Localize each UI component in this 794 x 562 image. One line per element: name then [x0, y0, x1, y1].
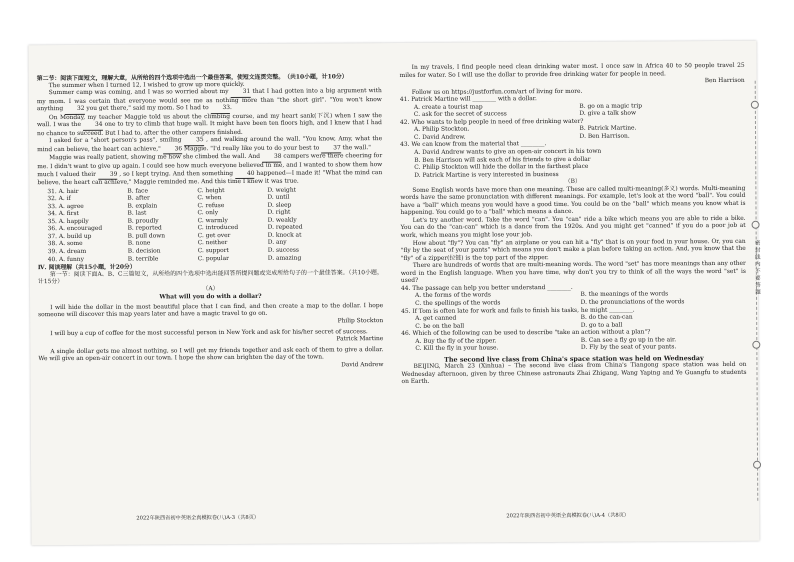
paragraph: There are hundreds of words that are multi-meaning words. The word "set" has more meanings than any other word in the English language. When you have time, why don't you try to think of all the ways the word "set" is used?: [400, 261, 746, 285]
blank-40: 40: [235, 170, 255, 179]
option-row: 33. A. agree B. explain C. refuse D. sleep: [47, 202, 292, 210]
binding-hole: [752, 341, 760, 349]
paragraph: A single dollar gets me almost nothing, so I will get my friends together and ask each of them to give a dollar. We will give an open-air concert in our town. I hope the show can brighten the day of the town.: [38, 346, 384, 363]
option-row: 37. A. build up B. pull down C. get over D. knock at: [47, 232, 302, 241]
page-footer: 2022年陕西省初中英语全真模拟卷(八)A-3（共8页）: [136, 514, 260, 522]
paragraph: I will buy a cup of coffee for the most successful person in New York and ask for his/her secret of success.: [50, 328, 368, 337]
blank-34: 34: [83, 122, 103, 131]
binding-hole: [753, 461, 761, 469]
option-row: 39. A. dream B. decision C. support D. success: [47, 247, 299, 256]
blank-36: 36: [163, 146, 183, 155]
binding-hole: [751, 101, 759, 109]
paragraph: On Monday, my teacher Maggie told us about the climbing course, and my heart sank(下沉) when I saw the wall. I was the 34 one to try to climb that huge wall. It might have been ten floors high, and I knew that I had no chance to succeed. But I had to, after the other campers finished.: [36, 112, 382, 138]
binding-notice: 密 封 线 内 不 要 答 题: [754, 240, 761, 296]
signature: Patrick Martine: [336, 336, 384, 343]
part4-instructions: 第一节：阅读下面A、B、C三篇短文，从所给的四个选项中选出能回答所提问题或完成所给句子的一个最佳答案。（共10小题，计15分）: [37, 269, 383, 286]
paragraph: The summer when I turned 12, I wished to grow up more quickly.: [48, 81, 245, 89]
paragraph: I will hide the dollar in the most beautiful place that I can find, and then create a map to the dollar. I hope someone will discover this map years later and have a magic travel to go on.: [38, 302, 384, 319]
blank-32: 32: [65, 106, 85, 115]
passage-b-label: （B）: [564, 179, 581, 186]
exam-sheet: [28, 41, 759, 545]
paragraph: How about "fly"? You can "fly" an airplane or you can hit a "fly" that is on your food in your house. Or, you can "fly by the seat of your pants" which means you don't make a plan before taking an action. And, you know that the "fly" of a zipper(拉链) is the top part of the zipper.: [400, 238, 746, 262]
paragraph: Maggie was really patient, showing me how she climbed the wall. And 38 campers were there cheering for me. I didn't want to give up again. I could see how much everyone believed in me, and I wanted to show them how much I valued their 39 , so I kept trying. And then something 40 happened—I made it! "What the mind can believe, the heart can achieve," Maggie reminded me. And this time I knew it was true.: [37, 153, 383, 187]
binding-hole: [752, 221, 760, 229]
question-44-options: A. the forms of the words B. the meanings of the words C. the spellings of the words D. the pronunciations of the words: [415, 291, 685, 307]
cloze-options: [37, 187, 382, 265]
passage-c-title: The second live class from China's space station was held on Wednesday: [444, 353, 704, 364]
question-43: 43. We can know from the material that ________.: [400, 141, 547, 149]
blank-37: 37: [321, 145, 341, 154]
option-row: 34. A. first B. last C. only D. right: [47, 209, 291, 218]
question-41: 41. Patrick Martine will ________ with a dollar.: [399, 96, 537, 104]
passage-a-label: （A）: [202, 285, 219, 292]
blank-39: 39: [98, 171, 118, 180]
question-42: 42. Who wants to help people in need of free drinking water?: [399, 118, 584, 126]
paragraph: Let's try another word. Take the word "can". You "can" ride a bike which means you are able to ride a bike. You can do the "can-can" which is a dance from the 1920s. And you might get "canned" if you do a poor job at work, which means you might lose your job.: [400, 215, 746, 239]
blank-38: 38: [262, 154, 282, 163]
question-46-options: A. Buy the fly of the zipper. B. Can see a fly go up in the air. C. Kill the fly in your house. D. Fly by the seat of your pants.: [415, 336, 677, 353]
paragraph: Summer camp was coming, and I was so worried about my 31 that I had gotten into a big argument with my mom. I was certain that everyone would see me as nothing more than "the short girl". "You won't know anything 32 you get there," said my mom. So I had to 33.: [37, 88, 382, 115]
right-page: [400, 63, 747, 387]
part4-title: Ⅳ. 阅读理解（共15小题，计20分）: [37, 263, 136, 272]
signature: Ben Harrison: [704, 77, 745, 85]
section-title: 第二节：阅读下面短文，理解大意，从所给的四个选项中选出一个最佳答案，使短文连贯完整。（共10小题，计10分）: [36, 73, 348, 83]
option-row: 38. A. some B. none C. neither D. any: [47, 240, 287, 248]
left-page: [37, 73, 384, 371]
question-42-options: A. Philip Stockton. B. Patrick Martine. C. David Andrew. D. Ben Harrison.: [413, 125, 637, 141]
signature: David Andrew: [341, 361, 384, 369]
question-46: 46. Which of the following can be used to describe "take an action without a plan"?: [401, 329, 651, 338]
option-row: 40. A. funny B. terrible C. popular D. amazing: [47, 255, 302, 263]
paragraph: Some English words have more than one meaning. These are called multi-meaning(多义) words. Multi-meaning words have the same pronunciation with different meanings. For example, let's look at the word "ball". You could have a "ball" which means you would have a good time. You could be on the "ball" which means you know what is happening. You could go to a "ball" which means a dance.: [400, 185, 746, 217]
option-row: 31. A. hair B. face C. height D. weight: [47, 187, 296, 195]
option-row: 35. A. happily B. proudly C. warmly D. weakly: [47, 217, 297, 225]
question-45: 45. If Tom is often late for work and fails to finish his tasks, he might ________.: [401, 307, 635, 315]
page-footer: 2022年陕西省初中英语全真模拟卷(八)A-4（共8页）: [506, 512, 630, 520]
option-row: 36. A. encouraged B. reported C. introduced D. repeated: [47, 224, 303, 233]
follow-line: Follow us on https://justforfun.com/art of living for more.: [411, 88, 583, 96]
blank-31: 31: [231, 89, 251, 98]
paragraph: BEIJING, March 23 (Xinhua) – The second live class from China's Tiangong space station was held on Wednesday afternoon, given by three Chinese astronauts Zhai Zhigang, Wang Yaping and Ye Guangfu to students on Earth.: [401, 362, 747, 386]
question-44: 44. The passage can help you better understand ________.: [400, 284, 573, 292]
question-45-options: A. get canned B. do the can-can C. be on the ball D. go to a ball: [415, 314, 633, 330]
question-41-options: A. create a tourist map B. go on a magic trip C. ask for the secret of success D. give a talk show: [413, 103, 643, 119]
blank-33: 33: [211, 105, 231, 114]
passage-a-title: What will you do with a dollar?: [159, 293, 262, 301]
signature: Philip Stockton: [337, 318, 384, 325]
paragraph: I asked for a "short person's pass", smiling 35 , and walking around the wall. "You know, Amy, what the mind can believe, the heart can achieve," 36 Maggie. "I'd really like you to do your best to 37 the wall.": [37, 136, 383, 154]
blank-35: 35: [184, 138, 204, 147]
option-row: 32. A. if B. after C. when D. until: [47, 194, 290, 203]
paragraph: In my travels, I find people need clean drinking water most. I once saw in Africa 40 to 50 people travel 25 miles for water. So I will use the dollar to provide free drinking water for people in need.: [399, 62, 745, 79]
question-43-options: A. David Andrew wants to give an open-air concert in his town B. Ben Harrison will ask each of his friends to give a dollar C. Philip Stockton will hide the dollar in the farthest place D. Patrick Martine is very interested in business: [414, 148, 602, 179]
